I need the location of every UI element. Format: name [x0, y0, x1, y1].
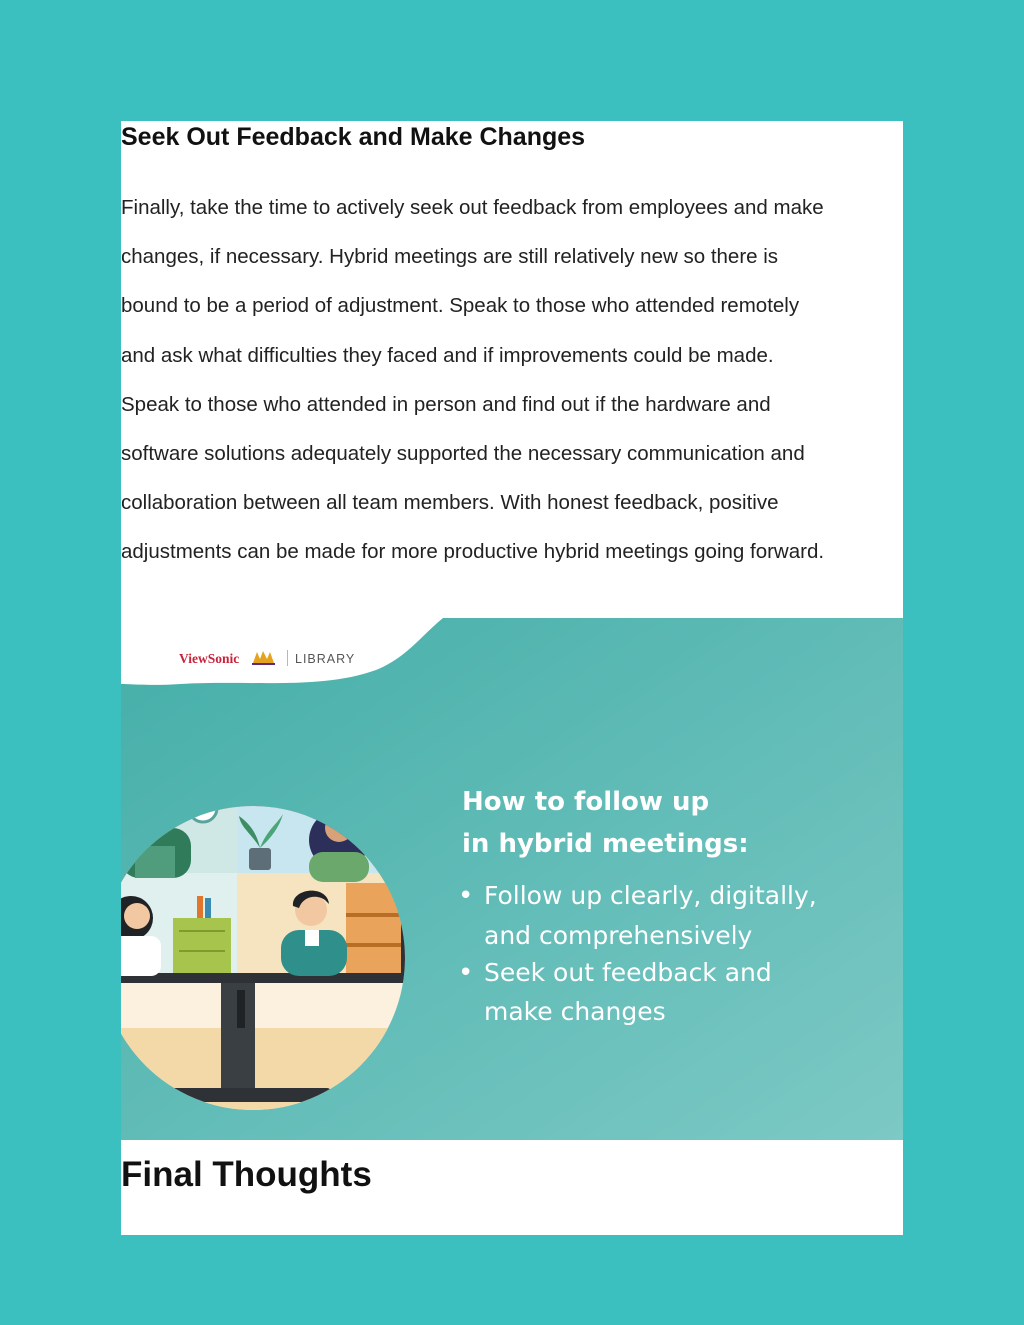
infographic-figure — [121, 618, 903, 1140]
bullet2-line1: Seek out feedback and — [484, 958, 772, 987]
body-line: collaboration between all team members. With honest feedback, positive — [121, 491, 779, 515]
final-thoughts-heading: Final Thoughts — [121, 1155, 372, 1194]
bullet2-line2: make changes — [484, 997, 666, 1026]
infographic-illustration — [121, 618, 903, 1140]
body-line: Finally, take the time to actively seek out feedback from employees and make — [121, 196, 824, 219]
section-heading: Seek Out Feedback and Make Changes — [121, 123, 586, 151]
bullet-dot: • — [458, 881, 474, 911]
bullet-dot: • — [458, 958, 474, 988]
bullet1-line1: Follow up clearly, digitally, — [484, 881, 817, 910]
body-line: adjustments can be made for more productive hybrid meetings going forward. — [121, 540, 825, 564]
brand-logo: ViewSonic — [179, 651, 240, 666]
article-page — [121, 121, 903, 1235]
body-line: changes, if necessary. Hybrid meetings are still relatively new so there is — [121, 245, 779, 269]
bullet1-line2: and comprehensively — [484, 921, 753, 950]
body-line: bound to be a period of adjustment. Speak to those who attended remotely — [121, 294, 800, 318]
section-body — [121, 183, 903, 577]
body-line: software solutions adequately supported the necessary communication and — [121, 442, 805, 466]
figure-title-line2: in hybrid meetings: — [462, 829, 749, 859]
library-label: LIBRARY — [295, 652, 356, 666]
body-line: Speak to those who attended in person and find out if the hardware and — [121, 392, 771, 416]
figure-title-line1: How to follow up — [462, 787, 710, 817]
body-line: and ask what difficulties they faced and if improvements could be made. — [121, 343, 774, 367]
logo-divider — [287, 650, 288, 666]
